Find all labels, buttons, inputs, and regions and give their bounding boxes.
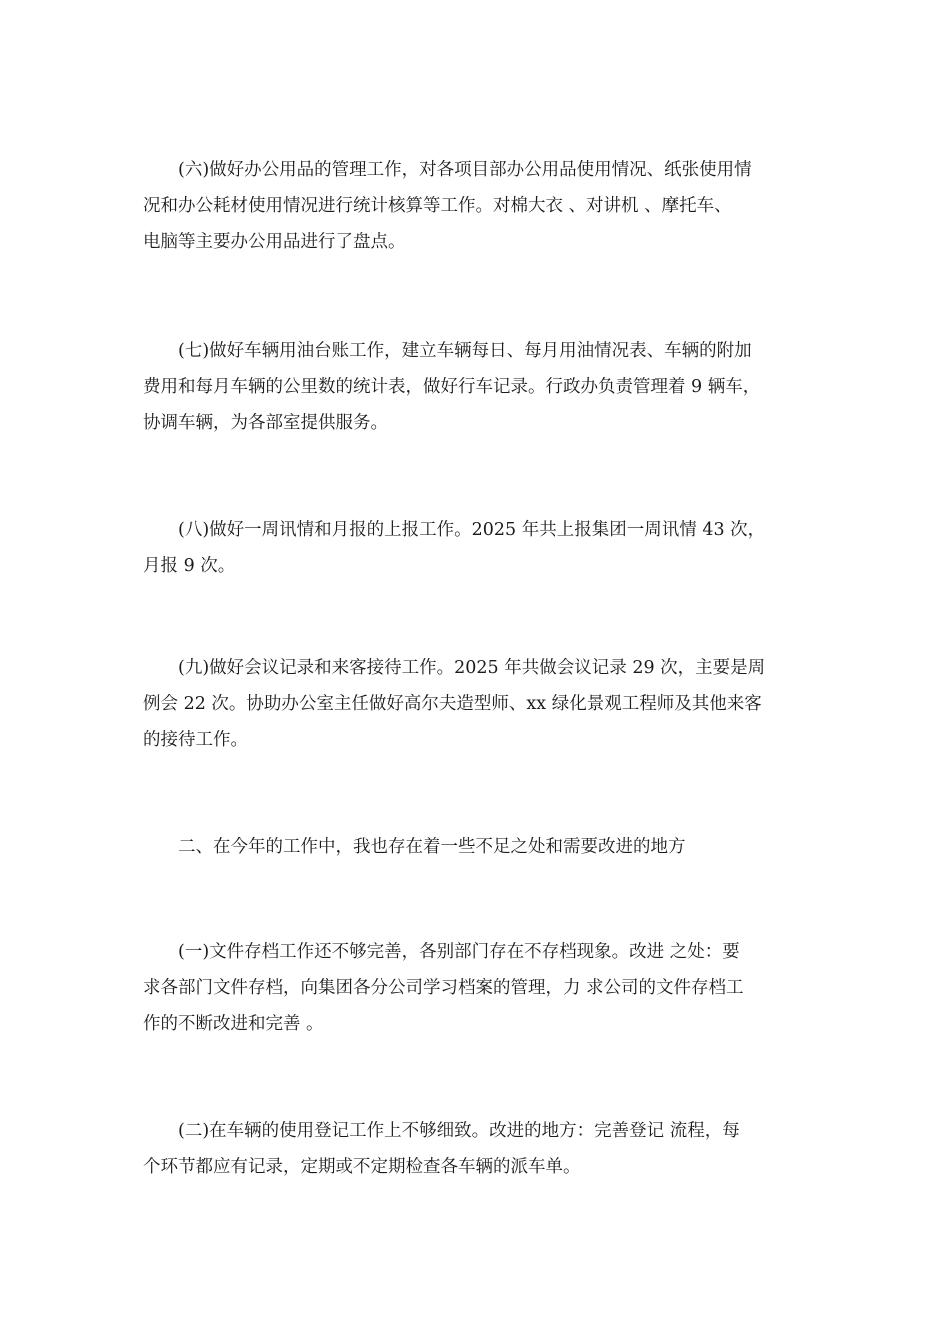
text-line: (九)做好会议记录和来客接待工作。2025 年共做会议记录 29 次，主要是周 bbox=[178, 658, 766, 678]
text-line: 费用和每月车辆的公里数的统计表，做好行车记录。行政办负责管理着 9 辆车， bbox=[143, 377, 761, 397]
text-line: 电脑等主要办公用品进行了盘点。 bbox=[143, 232, 406, 252]
text-line: (一)文件存档工作还不够完善，各别部门存在不存档现象。改进 之处：要 bbox=[178, 942, 740, 962]
text-line: (八)做好一周讯情和月报的上报工作。2025 年共上报集团一周讯情 43 次， bbox=[178, 520, 766, 540]
text-line: 作的不断改进和完善 。 bbox=[143, 1014, 324, 1034]
text-line: (七)做好车辆用油台账工作，建立车辆每日、每月用油情况表、车辆的附加 bbox=[178, 341, 752, 361]
paragraph-meeting-records bbox=[143, 650, 813, 758]
text-line: 求各部门文件存档，向集团各分公司学习档案的管理，力 求公司的文件存档工 bbox=[143, 978, 744, 998]
text-line: 的接待工作。 bbox=[143, 730, 248, 750]
text-line: (六)做好办公用品的管理工作，对各项目部办公用品使用情况、纸张使用情 bbox=[178, 160, 752, 180]
paragraph-vehicle-fuel bbox=[143, 333, 813, 441]
paragraph-file-archiving bbox=[143, 934, 813, 1042]
text-line: 协调车辆，为各部室提供服务。 bbox=[143, 413, 388, 433]
section-heading-shortcomings bbox=[143, 829, 813, 865]
text-line: 况和办公耗材使用情况进行统计核算等工作。对棉大衣 、对讲机 、摩托车、 bbox=[143, 196, 732, 216]
text-line: 个环节都应有记录，定期或不定期检查各车辆的派车单。 bbox=[143, 1157, 581, 1177]
text-line: (二)在车辆的使用登记工作上不够细致。改进的地方：完善登记 流程，每 bbox=[178, 1121, 740, 1141]
paragraph-office-supplies bbox=[143, 152, 813, 260]
text-line: 月报 9 次。 bbox=[143, 556, 236, 576]
text-line: 二、在今年的工作中，我也存在着一些不足之处和需要改进的地方 bbox=[178, 837, 686, 857]
text-line: 例会 22 次。协助办公室主任做好高尔夫造型师、xx 绿化景观工程师及其他来客 bbox=[143, 694, 762, 714]
paragraph-weekly-report bbox=[143, 512, 813, 584]
paragraph-vehicle-registration bbox=[143, 1113, 813, 1185]
